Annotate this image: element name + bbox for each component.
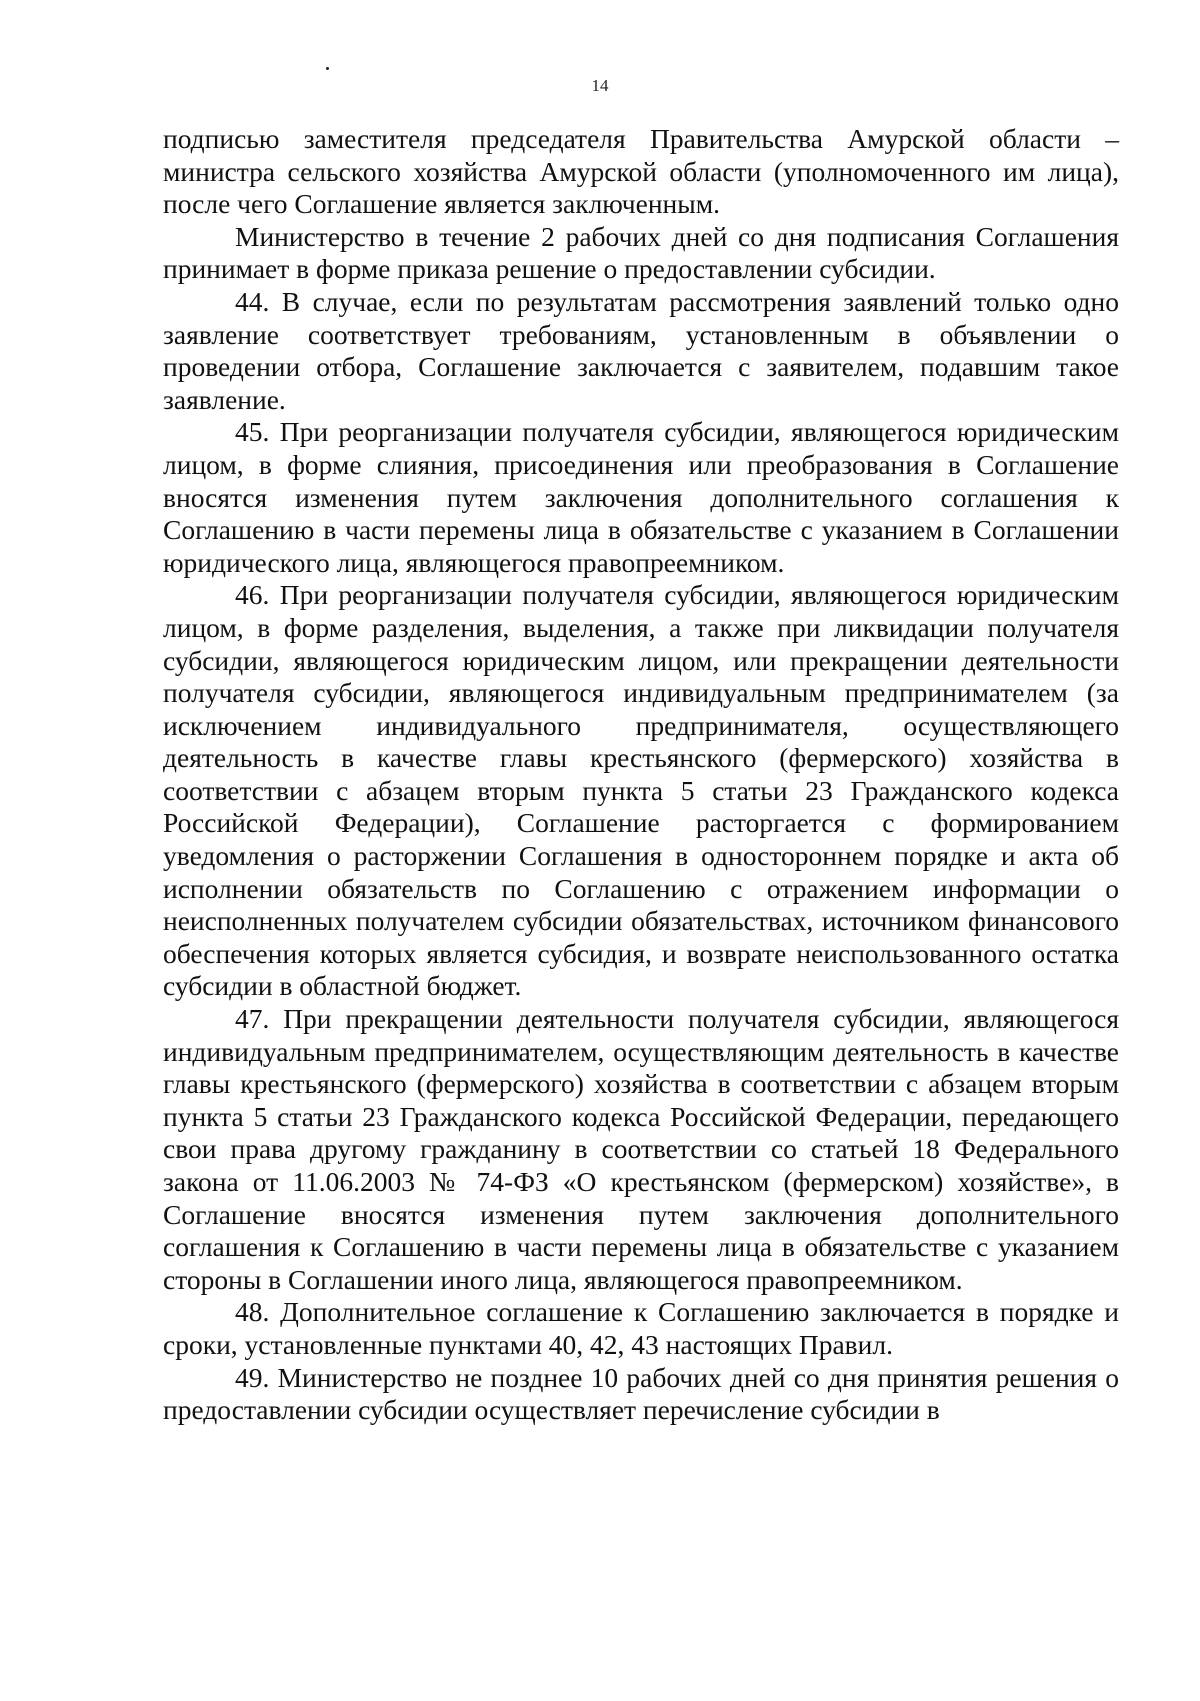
paragraph-48: 48. Дополнительное соглашение к Соглашению заключается в порядке и сроки, установленные пунктами 40, 42, 43 настоящих Правил. <box>163 1296 1119 1360</box>
page-number: 14 <box>591 76 609 95</box>
document-body <box>163 123 1119 1427</box>
paragraph-46: 46. При реорганизации получателя субсидии, являющегося юридическим лицом, в форме разделения, выделения, а также при ликвидации получателя субсидии, являющегося юридическим лицом, или прекращении деятельности получателя субсидии, являющегося индивидуальным предпринимателем (за исключением индивидуального предпринимателя, осуществляющего деятельность в качестве главы крестьянского (фермерского) хозяйства в соответствии с абзацем вторым пункта 5 статьи 23 Гражданского кодекса Российской Федерации), Соглашение расторгается с формированием уведомления о расторжении Соглашения в одностороннем порядке и акта об исполнении обязательств по Соглашению с отражением информации о неисполненных получателем субсидии обязательствах, источником финансового обеспечения которых является субсидия, и возврате неиспользованного остатка субсидии в областной бюджет. <box>163 579 1119 1002</box>
paragraph-continuation: подписью заместителя председателя Правительства Амурской области – министра сельского хозяйства Амурской области (уполномоченного им лица), после чего Соглашение является заключенным. <box>163 123 1119 220</box>
scan-dot-mark <box>326 67 329 70</box>
paragraph-45: 45. При реорганизации получателя субсидии, являющегося юридическим лицом, в форме слияния, присоединения или преобразования в Соглашение вносятся изменения путем заключения дополнительного соглашения к Соглашению в части перемены лица в обязательстве с указанием в Соглашении юридического лица, являющегося правопреемником. <box>163 416 1119 578</box>
paragraph-44: 44. В случае, если по результатам рассмотрения заявлений только одно заявление соответствует требованиям, установленным в объявлении о проведении отбора, Соглашение заключается с заявителем, подавшим такое заявление. <box>163 285 1119 415</box>
paragraph-49: 49. Министерство не позднее 10 рабочих дней со дня принятия решения о предоставлении субсидии осуществляет перечисление субсидии в <box>163 1361 1119 1426</box>
paragraph-ministry-decision: Министерство в течение 2 рабочих дней со дня подписания Соглашения принимает в форме приказа решение о предоставлении субсидии. <box>163 220 1119 285</box>
paragraph-47: 47. При прекращении деятельности получателя субсидии, являющегося индивидуальным предпринимателем, осуществляющим деятельность в качестве главы крестьянского (фермерского) хозяйства в соответствии с абзацем вторым пункта 5 статьи 23 Гражданского кодекса Российской Федерации, передающего свои права другому гражданину в соответствии со статьей 18 Федерального закона от 11.06.2003 № 74-ФЗ «О крестьянском (фермерском) хозяйстве», в Соглашение вносятся изменения путем заключения дополнительного соглашения к Соглашению в части перемены лица в обязательстве с указанием стороны в Соглашении иного лица, являющегося правопреемником. <box>163 1003 1119 1295</box>
